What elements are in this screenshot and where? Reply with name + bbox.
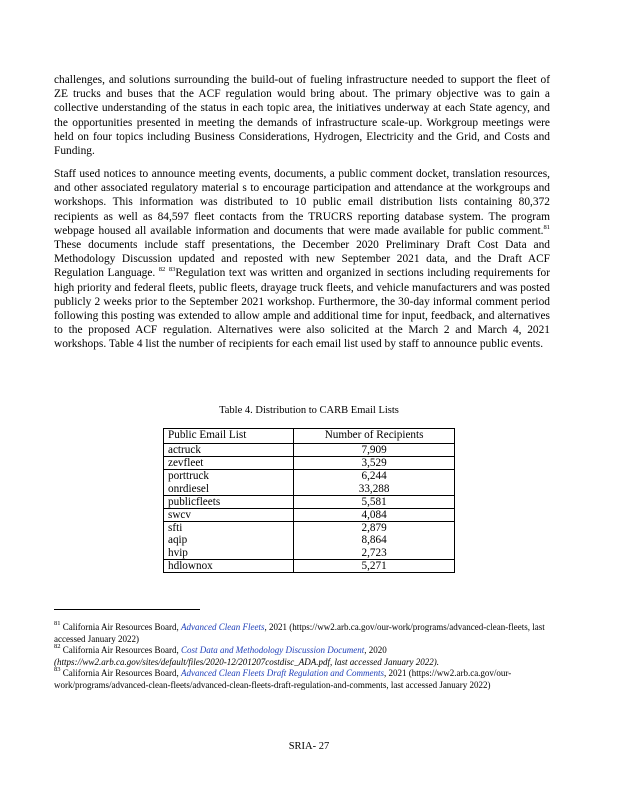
recipient-count-cell: 5,271	[294, 559, 455, 572]
column-header-number: Number of Recipients	[294, 429, 455, 444]
footnote-link[interactable]: Cost Data and Methodology Discussion Document	[180, 645, 365, 656]
list-name-cell: actruck	[164, 444, 294, 457]
recipient-count-cell: 7,909	[294, 444, 455, 457]
list-name-cell: aqip	[164, 534, 294, 546]
footnote-83	[54, 668, 554, 691]
table-row	[164, 470, 455, 483]
recipient-count-cell: 4,084	[294, 509, 455, 522]
table-row	[164, 495, 455, 508]
recipient-count-cell: 8,864	[294, 534, 455, 546]
recipient-count-cell: 3,529	[294, 457, 455, 470]
paragraph-2-part-3: Regulation text was written and organized in sections including requirements for high priority and federal fleets, public fleets, drayage truck fleets, and vehicle manufacturers and was posted publicly 2 weeks prior to the September 2021 workshop. Furthermore, the 30-day informal comment period following this posting was extended to allow ample and additional time for input, feedback, and alternatives to the proposed ACF regulation. Alternatives were also solicited at the March 2 and March 4, 2021 workshops. Table 4 list the number of recipients for each email list used by staff to announce public events.	[54, 267, 551, 351]
list-name-cell: publicfleets	[164, 495, 294, 508]
footnote-ref-82: 82	[158, 266, 166, 274]
footnote-details: , 2020	[364, 645, 387, 656]
footnote-number: 83	[54, 666, 61, 674]
table-row	[164, 547, 455, 560]
footnote-number: 81	[54, 620, 61, 627]
footnote-separator	[54, 609, 200, 610]
footnote-ref-81: 81	[543, 223, 550, 231]
list-name-cell: hdlownox	[164, 559, 294, 572]
footnote-link[interactable]: Advanced Clean Fleets	[180, 622, 265, 632]
list-name-cell: swcv	[164, 509, 294, 522]
page-number: SRIA- 27	[288, 741, 330, 752]
footnote-org: California Air Resources Board,	[62, 645, 179, 656]
body-paragraph-2	[54, 167, 550, 352]
recipient-count-cell: 33,288	[294, 483, 455, 496]
table-row	[164, 509, 455, 522]
column-header-list: Public Email List	[164, 429, 294, 444]
footnotes	[54, 622, 554, 692]
footnote-details: , 2021 (https://ww2.arb.ca.gov/our-work/programs/advanced-clean-fleets, last accessed January 2022)	[54, 622, 545, 644]
paragraph-2-part-1: Staff used notices to announce meeting events, documents, a public comment docket, translation resources, and other associated regulatory material s to encourage participation and attendance at the workgroups and workshops. This information was distributed to 10 public email distribution lists containing 80,372 recipients as well as 84,597 fleet contacts from the TRUCRS reporting database system. The program webpage housed all available information and documents that were made available for public comment.	[54, 168, 550, 237]
table-caption: Table 4. Distribution to CARB Email Lists	[219, 405, 399, 416]
recipient-count-cell: 6,244	[294, 470, 455, 483]
footnote-82	[54, 645, 554, 668]
list-name-cell: zevfleet	[164, 457, 294, 470]
table-row	[164, 534, 455, 546]
table-header-row	[164, 429, 455, 444]
footnote-org: California Air Resources Board,	[62, 622, 179, 632]
recipient-count-cell: 5,581	[294, 495, 455, 508]
footnote-details: , 2021 (https://ww2.arb.ca.gov/our-work/programs/advanced-clean-fleets/advanced-clean-fleets-draft-regulation-and-comments, last accessed January 2022)	[54, 668, 512, 690]
footnote-81	[54, 622, 554, 645]
body-paragraph-1: challenges, and solutions surrounding the build-out of fueling infrastructure needed to support the fleet of ZE trucks and buses that the ACF regulation would bring about. The primary objective was to gain a collective understanding of the status in each topic area, the initiatives underway at each State agency, and the opportunities presented in meeting the demands of infrastructure scale-up. Workgroup meetings were held on four topics including Business Considerations, Hydrogen, Electricity and the Grid, and Costs and Funding.	[54, 74, 550, 158]
table-row	[164, 559, 455, 572]
list-name-cell: hvip	[164, 547, 294, 560]
recipient-count-cell: 2,879	[294, 522, 455, 535]
footnote-link[interactable]: Advanced Clean Fleets Draft Regulation and Comments	[180, 668, 384, 679]
table-row	[164, 522, 455, 535]
footnote-url: (https://ww2.arb.ca.gov/sites/default/files/2020-12/201207costdisc_ADA.pdf, last accessed January 2022).	[54, 656, 439, 667]
distribution-table	[163, 428, 455, 573]
table-row	[164, 444, 455, 457]
table-row	[164, 457, 455, 470]
recipient-count-cell: 2,723	[294, 547, 455, 560]
footnote-number: 82	[54, 643, 61, 651]
table-row	[164, 483, 455, 496]
footnote-ref-83: 83	[168, 266, 176, 274]
paragraph-2-part-2: These documents include staff presentations, the December 2020 Preliminary Draft Cost Data and Methodology Discussion updated and reposted with new September 2021 data, and the Draft ACF Regulation Language.	[54, 239, 550, 280]
list-name-cell: porttruck	[164, 470, 294, 483]
footnote-org: California Air Resources Board,	[62, 668, 179, 679]
list-name-cell: onrdiesel	[164, 483, 294, 496]
list-name-cell: sfti	[164, 522, 294, 535]
